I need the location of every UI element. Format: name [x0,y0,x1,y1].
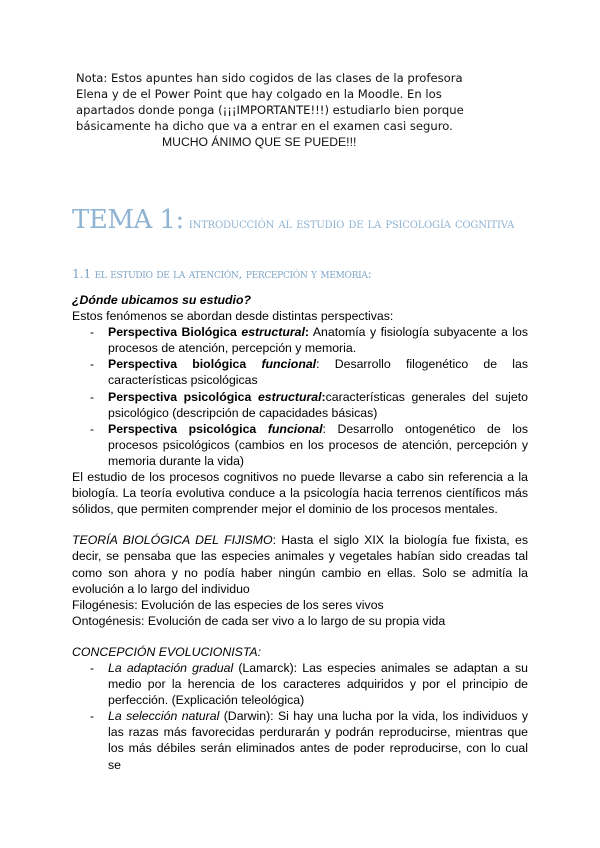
perspective-item [72,421,528,469]
perspective-description: : Desarrollo filogenético de las características psicológicas [108,357,528,388]
perspective-type: estructural [257,389,322,404]
list-dash: - [90,325,95,340]
list-dash: - [90,421,95,436]
list-dash: - [90,389,95,404]
fijismo-title: TEORÍA BIOLÓGICA DEL FIJISMO [72,533,273,548]
chapter-number: TEMA 1: [72,205,184,235]
chapter-heading [72,205,542,235]
perspective-description: Anatomía y fisiología subyacente a los procesos de atención, percepción y memoria. [108,325,528,356]
list-dash: - [90,357,95,372]
note-line: apartados donde ponga (¡¡¡IMPORTANTE!!!) estudiarlo bien porque [76,103,464,117]
biology-paragraph: El estudio de los procesos cognitivos no puede llevarse a cabo sin referencia a la biología. La teoría evolutiva conduce a la psicología hacia terrenos científicos más sólidos, que permiten comprender mejor el dominio de los procesos mentales. [72,470,528,517]
evolution-text: (Darwin): Si hay una lucha por la vida, los individuos y las razas más favorecidas perdurarán y podrán reproducirse, mientras que los más débiles serán eliminados antes de poder reproducirse, con lo cual se [108,709,528,772]
question-heading: ¿Dónde ubicamos su estudio? [72,293,252,307]
intro-note [76,70,536,150]
intro-text: Estos fenómenos se abordan desde distintas perspectivas: [72,309,394,324]
note-line: Nota: Estos apuntes han sido cogidos de las clases de la profesora [76,71,463,85]
note-line: Elena y de el Power Point que hay colgado en la Moodle. En los [76,87,442,101]
list-dash: - [90,660,95,675]
document-body [72,292,528,773]
perspective-label: Perspectiva psicológica [108,421,268,436]
perspective-item [72,356,528,388]
perspective-label: Perspectiva Biológica [108,325,242,340]
evolucionista-title: CONCEPCIÓN EVOLUCIONISTA: [72,644,262,659]
perspective-label: Perspectiva biológica [108,357,262,372]
evolution-item [72,708,528,772]
perspective-item [72,389,528,421]
evolution-term: La selección natural [108,709,220,724]
perspective-type: estructural [241,325,305,340]
note-line: básicamente ha dicho que va a entrar en el examen casi seguro. [76,119,453,133]
fijismo-text: : Hasta el siglo XIX la biología fue fixista, es decir, se pensaba que las especies animales y vegetales habían sido creadas tal como son ahora y no podía haber ningún cambio en ellas. Solo se admitía la evolución a lo largo del individuo [72,533,529,596]
perspective-item [72,324,528,356]
fijismo-paragraph [72,532,528,596]
filogenesis-definition: Filogénesis: Evolución de las especies de los seres vivos [72,597,384,612]
note-motto: MUCHO ÁNIMO QUE SE PUEDE!!! [162,135,357,149]
ontogenesis-definition: Ontogénesis: Evolución de cada ser vivo a lo largo de su propia vida [72,613,446,628]
evolution-term: La adaptación gradual [108,660,234,675]
evolution-item [72,660,528,708]
perspective-description: : Desarrollo ontogenético de los procesos psicológicos (cambios en los procesos de atención, percepción y memoria durante la vida) [108,421,529,468]
perspective-colon: : [321,389,326,404]
perspective-description: características generales del sujeto psicológico (descripción de capacidades básicas) [108,389,528,420]
perspective-type: funcional [267,421,323,436]
evolution-text: (Lamarck): Las especies animales se adaptan a su medio por la herencia de los caracteres adquiridos y por el principio de perfección. (Explicación teleológica) [108,660,529,708]
perspective-colon: : [304,325,310,340]
paragraph-gap [72,517,528,532]
perspective-type: funcional [261,357,317,372]
paragraph-gap [72,629,528,644]
perspective-label: Perspectiva psicológica [108,389,258,404]
section-heading: 1.1 el estudio de la atención, percepción y memoria: [72,266,372,281]
list-dash: - [90,709,95,724]
chapter-title: introducción al estudio de la psicología cognitiva [188,216,515,232]
